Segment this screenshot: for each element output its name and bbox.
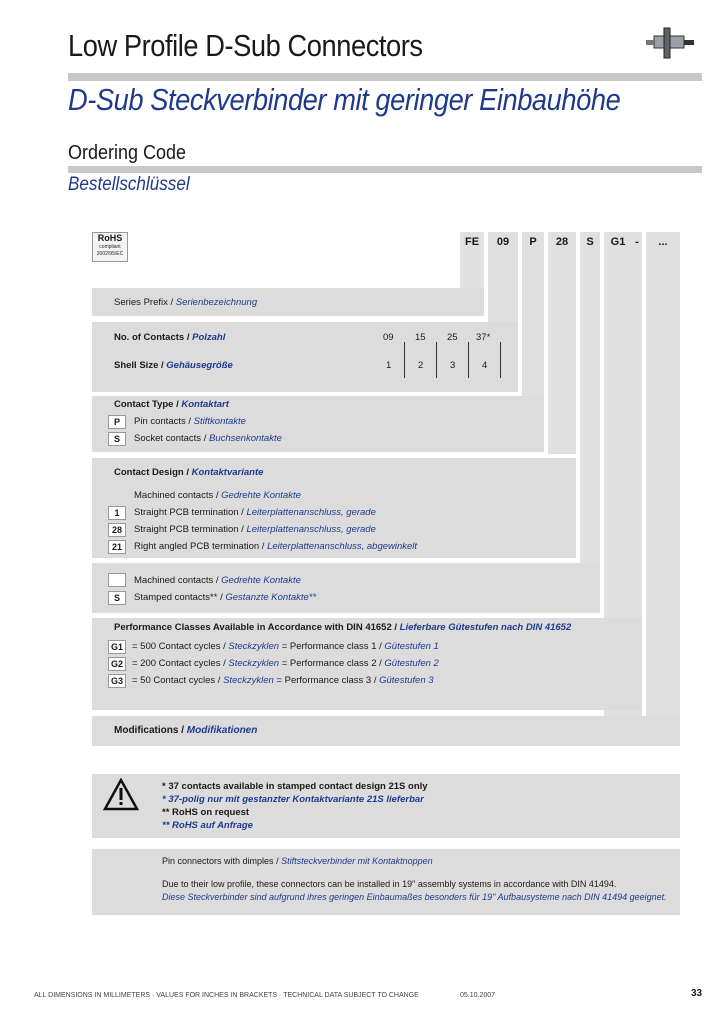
performance-code-g2: G2	[108, 657, 126, 671]
code-column-type	[522, 232, 544, 398]
footer-disclaimer: ALL DIMENSIONS IN MILLIMETERS · VALUES FOR INCHES IN BRACKETS · TECHNICAL DATA SUBJECT TO CHANGE	[34, 992, 419, 999]
shell-1: 1	[386, 360, 392, 371]
series-prefix-label: Series Prefix / Serienbezeichnung	[114, 297, 258, 308]
code-column-design	[548, 232, 576, 454]
warning-icon	[103, 778, 139, 812]
performance-g2: = 200 Contact cycles / Steckzyklen = Performance class 2 / Gütestufen 2	[132, 658, 439, 669]
design-code-21: 21	[108, 540, 126, 554]
info-line-2-en: Due to their low profile, these connectors can be installed in 19" assembly systems in accordance with DIN 41494.	[162, 879, 617, 889]
code-09: 09	[488, 233, 518, 250]
performance-code-g1: G1	[108, 640, 126, 654]
contacts-divider-4	[500, 342, 501, 378]
design-code-28: 28	[108, 523, 126, 537]
section-rule	[68, 166, 702, 173]
contacts-divider-3	[468, 342, 469, 378]
note-1-de: * 37-polig nur mit gestanzter Kontaktvariante 21S lieferbar	[162, 794, 424, 805]
section-subtitle: Bestellschlüssel	[68, 174, 190, 195]
page-title: Low Profile D-Sub Connectors	[68, 28, 423, 63]
design-angled-21: Right angled PCB termination / Leiterplattenanschluss, abgewinkelt	[134, 541, 418, 552]
rohs-logo	[92, 232, 128, 262]
rohs-logo-line3: 2002/95/EC	[96, 251, 124, 257]
contacts-15: 15	[415, 332, 426, 343]
shell-size-label: Shell Size / Gehäusegröße	[114, 360, 233, 371]
rohs-logo-line2: compliant	[99, 244, 121, 250]
contacts-divider-1	[404, 342, 405, 378]
design-code-1: 1	[108, 506, 126, 520]
rohs-logo-line1: RoHS	[97, 233, 123, 243]
variant-machined: Machined contacts / Gedrehte Kontakte	[134, 575, 301, 586]
code-28: 28	[548, 233, 576, 250]
machined-contacts-label: Machined contacts / Gedrehte Kontakte	[134, 490, 301, 501]
contacts-divider-2	[436, 342, 437, 378]
contact-type-socket: Socket contacts / Buchsenkontakte	[134, 433, 282, 444]
performance-label: Performance Classes Available in Accordance with DIN 41652 / Lieferbare Gütestufen nach DIN 41652	[114, 622, 572, 633]
performance-g1: = 500 Contact cycles / Steckzyklen = Performance class 1 / Gütestufen 1	[132, 641, 439, 652]
title-rule	[68, 73, 702, 81]
contacts-37: 37*	[476, 332, 491, 343]
page-number: 33	[691, 988, 703, 999]
code-s: S	[580, 233, 600, 250]
variant-code-blank	[108, 573, 126, 587]
page-subtitle: D-Sub Steckverbinder mit geringer Einbauhöhe	[68, 82, 621, 117]
connector-thumbnail-icon	[644, 26, 696, 62]
note-2-en: ** RoHS on request	[162, 807, 250, 818]
shell-2: 2	[418, 360, 424, 371]
code-column-variant	[580, 232, 600, 564]
code-dash: -	[632, 233, 642, 250]
section-title: Ordering Code	[68, 142, 187, 164]
contact-type-code-s: S	[108, 432, 126, 446]
info-line-2-de: Diese Steckverbinder sind aufgrund ihres geringen Einbaumaßes besonders für 19" Aufbausysteme nach DIN 41494 geeignet.	[162, 892, 667, 902]
code-mod: ...	[646, 233, 680, 250]
shell-3: 3	[450, 360, 456, 371]
code-g1: G1	[604, 233, 632, 250]
contact-type-code-p: P	[108, 415, 126, 429]
footer-date: 05.10.2007	[460, 992, 496, 999]
shell-4: 4	[482, 360, 488, 371]
contacts-25: 25	[447, 332, 458, 343]
modifications-label: Modifications / Modifikationen	[114, 725, 258, 736]
performance-g3: = 50 Contact cycles / Steckzyklen = Performance class 3 / Gütestufen 3	[132, 675, 434, 686]
variant-stamped: Stamped contacts** / Gestanzte Kontakte**	[134, 592, 317, 603]
contact-type-label: Contact Type / Kontaktart	[114, 399, 229, 410]
contact-variant-panel	[92, 563, 600, 613]
code-fe: FE	[460, 233, 484, 250]
design-straight-1: Straight PCB termination / Leiterplattenanschluss, gerade	[134, 507, 376, 518]
design-straight-28: Straight PCB termination / Leiterplattenanschluss, gerade	[134, 524, 376, 535]
note-2-de: ** RoHS auf Anfrage	[162, 820, 253, 831]
code-column-mod	[646, 232, 680, 716]
contact-type-pin: Pin contacts / Stiftkontakte	[134, 416, 246, 427]
info-line-1: Pin connectors with dimples / Stiftsteckverbinder mit Kontaktnoppen	[162, 856, 433, 866]
contacts-label: No. of Contacts / Polzahl	[114, 332, 226, 343]
contacts-09: 09	[383, 332, 394, 343]
note-1-en: * 37 contacts available in stamped contact design 21S only	[162, 781, 428, 792]
code-p: P	[522, 233, 544, 250]
contact-design-label: Contact Design / Kontaktvariante	[114, 467, 264, 478]
variant-code-s: S	[108, 591, 126, 605]
performance-code-g3: G3	[108, 674, 126, 688]
